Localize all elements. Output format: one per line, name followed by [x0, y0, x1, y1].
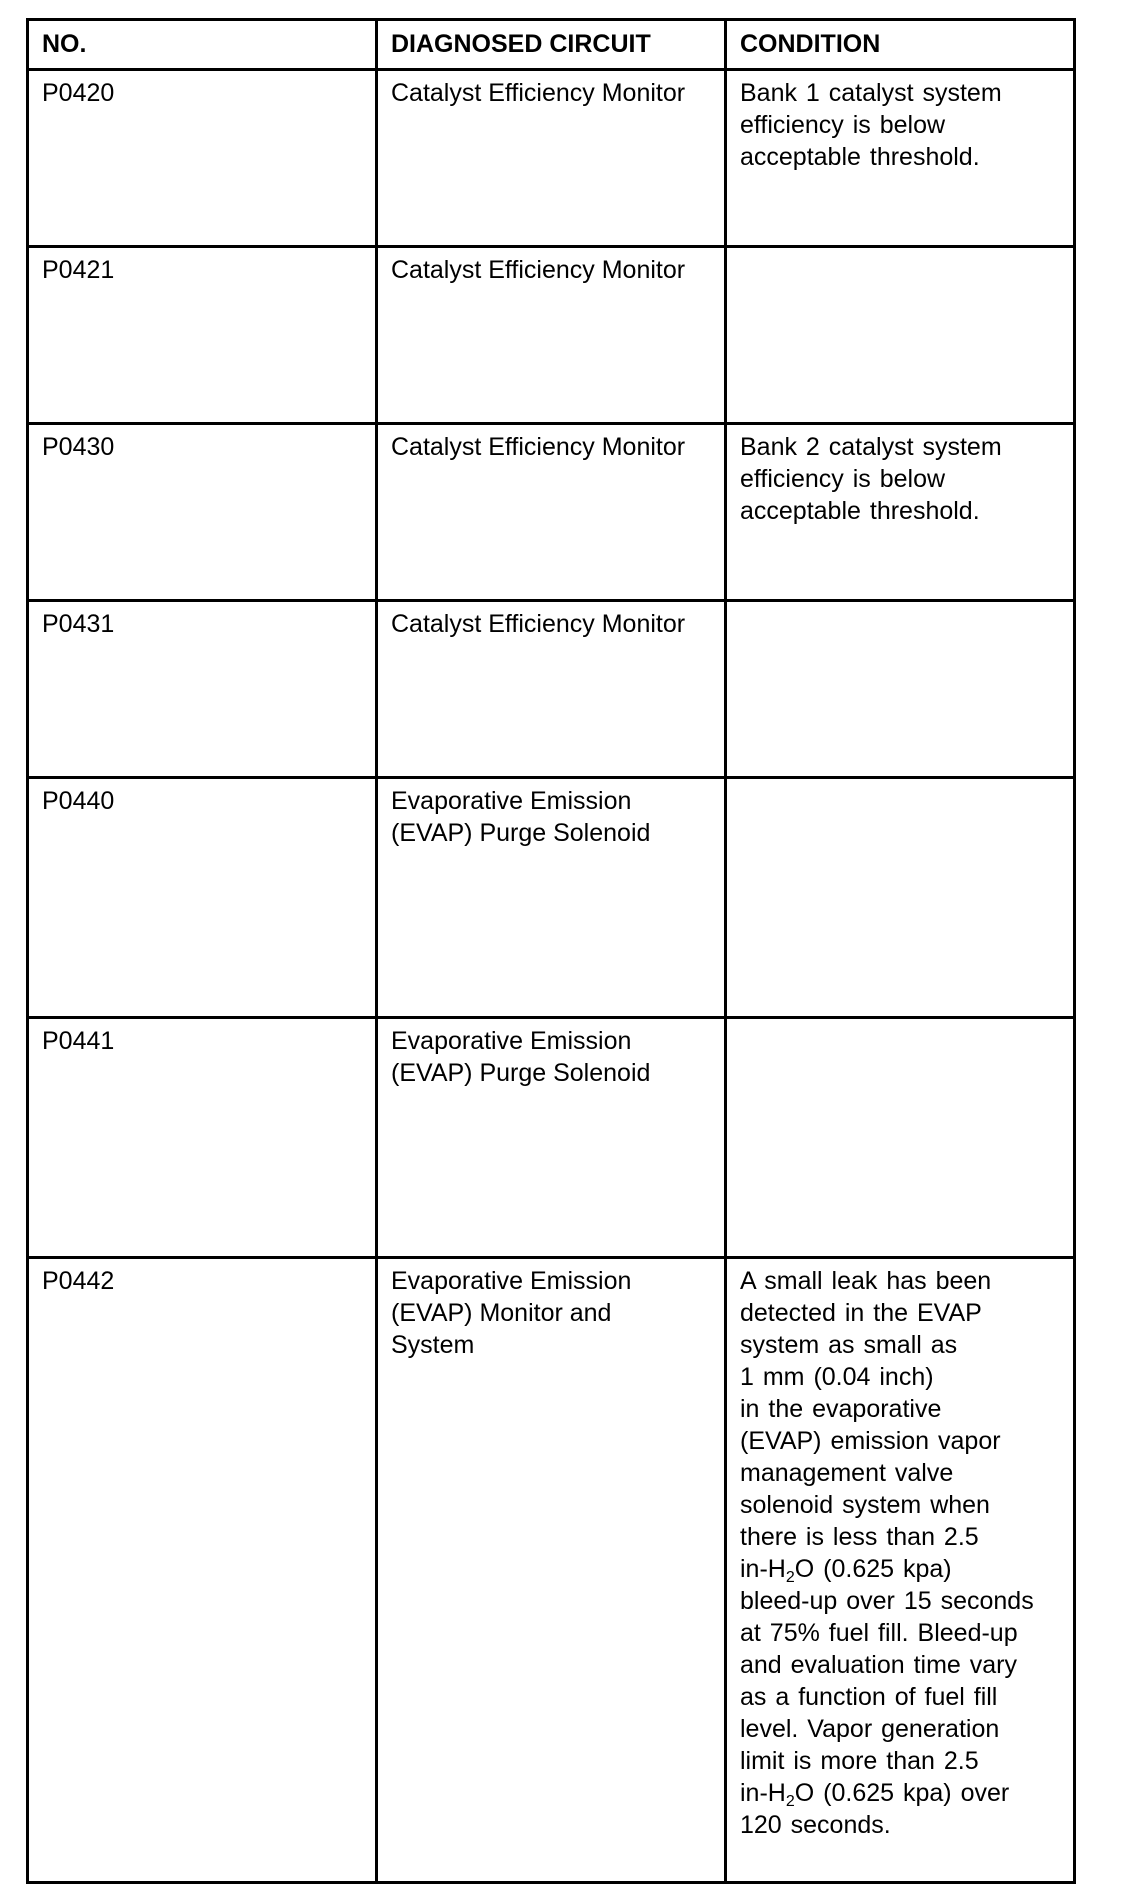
condition-line: as a function of fuel fill — [740, 1683, 998, 1711]
dtc-code: P0441 — [28, 1018, 377, 1258]
condition-line: acceptable threshold. — [740, 497, 980, 525]
condition — [726, 778, 1075, 1018]
condition-line: there is less than 2.5 — [740, 1523, 979, 1551]
circuit-line: Catalyst Efficiency Monitor — [391, 610, 686, 638]
condition-line: and evaluation time vary — [740, 1651, 1017, 1679]
circuit-line: (EVAP) Purge Solenoid — [391, 1059, 651, 1087]
condition-line: limit is more than 2.5 — [740, 1747, 979, 1775]
condition-line: detected in the EVAP — [740, 1299, 982, 1327]
header-diagnosed-circuit: DIAGNOSED CIRCUIT — [377, 20, 726, 70]
condition — [726, 424, 1075, 601]
dtc-code: P0420 — [28, 70, 377, 247]
header-no: NO. — [28, 20, 377, 70]
table-row — [28, 424, 1075, 601]
circuit-line: Catalyst Efficiency Monitor — [391, 256, 686, 284]
condition-line: (EVAP) emission vapor — [740, 1427, 1001, 1455]
circuit-line: Catalyst Efficiency Monitor — [391, 433, 686, 461]
condition — [726, 601, 1075, 778]
condition-line: 120 seconds. — [740, 1811, 891, 1839]
table-row — [28, 1018, 1075, 1258]
circuit-line: System — [391, 1331, 475, 1359]
circuit-line: Catalyst Efficiency Monitor — [391, 79, 686, 107]
condition-line: system as small as — [740, 1331, 958, 1359]
table-row — [28, 1258, 1075, 1883]
table-row — [28, 247, 1075, 424]
condition-line: management valve — [740, 1459, 954, 1487]
header-condition: CONDITION — [726, 20, 1075, 70]
dtc-code: P0430 — [28, 424, 377, 601]
condition-line: A small leak has been — [740, 1267, 992, 1295]
diagnosed-circuit — [377, 424, 726, 601]
condition-line: Bank 1 catalyst system — [740, 79, 1002, 107]
condition-line: in the evaporative — [740, 1395, 942, 1423]
condition — [726, 1018, 1075, 1258]
condition — [726, 1258, 1075, 1883]
condition-line: acceptable threshold. — [740, 143, 980, 171]
diagnosed-circuit — [377, 601, 726, 778]
condition — [726, 247, 1075, 424]
circuit-line: (EVAP) Purge Solenoid — [391, 819, 651, 847]
condition-line: 1 mm (0.04 inch) — [740, 1363, 934, 1391]
condition-line: efficiency is below — [740, 465, 946, 493]
condition-line: $in-H_2O$ (0.625 kpa) over — [740, 1779, 1010, 1810]
dtc-code: P0421 — [28, 247, 377, 424]
header-row — [28, 20, 1075, 70]
diagnosed-circuit — [377, 1018, 726, 1258]
diagnosed-circuit — [377, 247, 726, 424]
condition-line: at 75% fuel fill. Bleed-up — [740, 1619, 1018, 1647]
condition-line: Bank 2 catalyst system — [740, 433, 1002, 461]
table-row — [28, 70, 1075, 247]
dtc-code: P0442 — [28, 1258, 377, 1883]
condition-line: $in-H_2O$ (0.625 kpa) — [740, 1555, 952, 1586]
condition — [726, 70, 1075, 247]
circuit-line: Evaporative Emission — [391, 787, 632, 815]
dtc-code: P0431 — [28, 601, 377, 778]
condition-line: bleed-up over 15 seconds — [740, 1587, 1034, 1615]
diagnosed-circuit — [377, 1258, 726, 1883]
condition-line: efficiency is below — [740, 111, 946, 139]
condition-line: level. Vapor generation — [740, 1715, 1000, 1743]
condition-line: solenoid system when — [740, 1491, 990, 1519]
circuit-line: Evaporative Emission — [391, 1027, 632, 1055]
dtc-table — [26, 18, 1076, 1884]
dtc-code: P0440 — [28, 778, 377, 1018]
circuit-line: (EVAP) Monitor and — [391, 1299, 612, 1327]
table-row — [28, 778, 1075, 1018]
table-row — [28, 601, 1075, 778]
diagnosed-circuit — [377, 70, 726, 247]
circuit-line: Evaporative Emission — [391, 1267, 632, 1295]
diagnosed-circuit — [377, 778, 726, 1018]
